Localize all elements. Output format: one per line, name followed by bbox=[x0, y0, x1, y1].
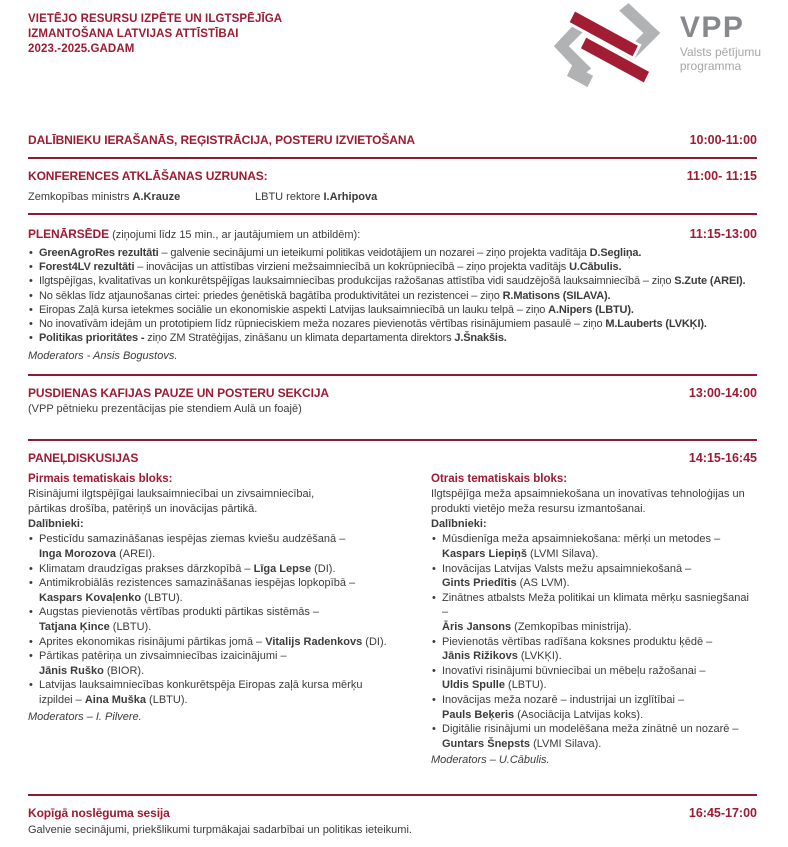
session-panels-title: PANEĻDISKUSIJAS bbox=[28, 451, 139, 466]
vpp-logo bbox=[552, 3, 761, 91]
session-opening-time: 11:00- 11:15 bbox=[686, 169, 757, 183]
header bbox=[28, 0, 761, 123]
session-plenary-header bbox=[28, 227, 757, 241]
panel-second-heading: Otrais tematiskais bloks: bbox=[431, 473, 568, 486]
session-plenary-title: PLENĀRSĒDE (ziņojumi līdz 15 min., ar jautājumiem un atbildēm): bbox=[28, 227, 361, 241]
list-item: • Forest4LV rezultāti – inovācijas un attīstības virzieni mežsaimniecībā un kokrūpniecībā – ziņo projekta vadītājs U.Cābulis. bbox=[28, 260, 757, 274]
plenary-topic-list bbox=[28, 246, 757, 345]
opening-speakers bbox=[28, 191, 757, 203]
panel-second-participants-label: Dalībnieki: bbox=[431, 518, 487, 531]
section-divider bbox=[28, 374, 757, 376]
list-item: • Klimatam draudzīgas prakses dārzkopībā – Līga Lepse (DI). bbox=[28, 562, 418, 577]
session-closing bbox=[28, 806, 757, 836]
list-item: • Politikas prioritātes - ziņo ZM Stratēģijas, zināšanu un klimata departamenta direktors J.Šnakšis. bbox=[28, 331, 757, 345]
panel-second-speaker-list bbox=[431, 532, 757, 751]
list-item: • Antimikrobiālās rezistences samazināšanas iespējas lopkopībā – Kaspars Kovaļenko (LBTU). bbox=[28, 576, 418, 605]
session-lunch-header bbox=[28, 386, 757, 400]
panel-second-moderator: Moderators – U.Cābulis. bbox=[431, 754, 550, 767]
list-item: • Inovācijas meža nozarē – industrijai un izglītībai – Pauls Beķeris (Asociācija Latvijas koks). bbox=[431, 693, 757, 722]
list-item: • Zinātnes atbalsts Meža politikai un klimata mērķu sasniegšanai – Āris Jansons (Zemkopības ministrija). bbox=[431, 591, 757, 635]
list-item: • Ilgtspējīgas, kvalitatīvas un konkurētspējīgas lauksaimniecības produkcijas ražošanas attīstība vidi saudzējošā lauksaimniecībā – ziņo S.Zute (AREI). bbox=[28, 274, 757, 288]
vpp-logo-text bbox=[680, 3, 761, 73]
list-item: • No inovatīvām idejām un prototipiem līdz rūpnieciskiem meža nozares pievienotās vērtības risinājumiem pasaulē – ziņo M.Lauberts (LVKĶI). bbox=[28, 317, 757, 331]
session-opening bbox=[28, 169, 757, 203]
panel-first-speaker-list bbox=[28, 532, 418, 707]
panel-first-moderator: Moderators – I. Pilvere. bbox=[28, 710, 142, 723]
vpp-logo-acronym: VPP bbox=[679, 11, 745, 44]
panel-first-heading: Pirmais tematiskais bloks: bbox=[28, 473, 173, 486]
list-item: • Inovatīvi risinājumi būvniecībai un mēbeļu ražošanai – Uldis Spulle (LBTU). bbox=[431, 664, 757, 693]
section-divider bbox=[28, 213, 757, 215]
title-line-2: IZMANTOŠANA LATVIJAS ATTĪSTĪBAI bbox=[28, 28, 239, 40]
speaker-rector: LBTU rektore I.Arhipova bbox=[255, 191, 378, 203]
session-arrival-time: 10:00-11:00 bbox=[689, 133, 757, 147]
lunch-subtitle: (VPP pētnieku prezentācijas pie stendiem Aulā un foajē) bbox=[28, 403, 302, 416]
session-plenary bbox=[28, 227, 757, 362]
section-divider bbox=[28, 439, 757, 441]
session-plenary-time: 11:15-13:00 bbox=[689, 227, 757, 241]
list-item: • Mūsdienīga meža apsaimniekošana: mērķi un metodes – Kaspars Liepiņš (LVMI Silava). bbox=[431, 532, 757, 561]
list-item: • No sēklas līdz atjaunošanas cirtei: priedes ģenētiskā bagātība produktivitātei un rezistencei – ziņo R.Matisons (SILAVA). bbox=[28, 289, 757, 303]
list-item: • Latvijas lauksaimniecības konkurētspēja Eiropas zaļā kursa mērķu izpildei – Aina Muška (LBTU). bbox=[28, 678, 418, 707]
list-item: • Augstas pievienotās vērtības produkti pārtikas sistēmās – Tatjana Ķince (LBTU). bbox=[28, 605, 418, 634]
plenary-moderator: Moderators - Ansis Bogustovs. bbox=[28, 350, 178, 363]
list-item: • Inovācijas Latvijas Valsts mežu apsaimniekošanā – Gints Priedītis (AS LVM). bbox=[431, 562, 757, 591]
panel-block-first bbox=[28, 472, 418, 766]
session-panels-time: 14:15-16:45 bbox=[688, 451, 757, 466]
section-divider bbox=[28, 157, 757, 159]
session-lunch-time: 13:00-14:00 bbox=[688, 386, 757, 401]
title-line-3: 2023.-2025.GADAM bbox=[28, 43, 135, 55]
session-opening-header bbox=[28, 169, 757, 183]
list-item: • Pārtikas patēriņa un zivsaimniecības izaicinājumi – Jānis Ruško (BIOR). bbox=[28, 649, 418, 678]
speaker-minister: Zemkopības ministrs A.Krauze bbox=[28, 191, 181, 203]
panel-block-second bbox=[431, 472, 757, 766]
session-closing-header bbox=[28, 806, 757, 820]
title-line-1: VIETĒJO RESURSU IZPĒTE UN ILGTSPĒJĪGA bbox=[28, 13, 283, 25]
session-closing-title: Kopīgā noslēguma sesija bbox=[28, 806, 170, 821]
session-arrival-title: DALĪBNIEKU IERAŠANĀS, REĢISTRĀCIJA, POSTERU IZVIETOŠANA bbox=[28, 133, 415, 147]
closing-subtitle: Galvenie secinājumi, priekšlikumi turpmākajai sadarbībai un politikas ieteikumi. bbox=[28, 824, 412, 837]
panel-second-intro: Ilgtspējīga meža apsaimniekošana un inovatīvas tehnoloģijas un produkti vietējo meža resursu izmantošanai. bbox=[431, 488, 745, 516]
list-item: • Eiropas Zaļā kursa ietekmes sociālie un ekonomiskie aspekti Latvijas lauksaimniecībā un lauku telpā – ziņo A.Nipers (LBTU). bbox=[28, 303, 757, 317]
list-item: • GreenAgroRes rezultāti – galvenie secinājumi un ieteikumi politikas veidotājiem un nozarei – ziņo projekta vadītāja D.Segliņa. bbox=[28, 246, 757, 260]
list-item: • Digitālie risinājumi un modelēšana meža zinātnē un nozarē – Guntars Šnepsts (LVMI Silava). bbox=[431, 722, 757, 751]
plenary-title-note: (ziņojumi līdz 15 min., ar jautājumiem un atbildēm): bbox=[109, 229, 361, 241]
session-arrival bbox=[28, 133, 757, 147]
section-divider bbox=[28, 794, 757, 796]
list-item: • Aprites ekonomikas risinājumi pārtikas jomā – Vitalijs Radenkovs (DI). bbox=[28, 635, 418, 650]
panel-columns bbox=[28, 472, 757, 766]
session-lunch-title: PUSDIENAS KAFIJAS PAUZE UN POSTERU SEKCIJA bbox=[28, 386, 329, 401]
vpp-logo-icon bbox=[552, 3, 664, 91]
vpp-logo-subtitle: Valsts pētījumu programma bbox=[679, 45, 761, 73]
session-lunch bbox=[28, 386, 757, 415]
session-opening-title: KONFERENCES ATKLĀŠANAS UZRUNAS: bbox=[28, 169, 268, 183]
session-panels bbox=[28, 451, 757, 766]
session-closing-time: 16:45-17:00 bbox=[688, 806, 757, 821]
list-item: • Pievienotās vērtības radīšana koksnes produktu ķēdē – Jānis Rižikovs (LVKĶI). bbox=[431, 635, 757, 664]
list-item: • Pesticīdu samazināšanas iespējas ziemas kviešu audzēšanā – Inga Morozova (AREI). bbox=[28, 532, 418, 561]
page-title bbox=[28, 12, 282, 57]
session-panels-header bbox=[28, 451, 757, 465]
panel-first-participants-label: Dalībnieki: bbox=[28, 518, 84, 531]
panel-first-intro: Risinājumi ilgtspējīgai lauksaimniecībai un zivsaimniecībai, pārtikas drošība, patēriņš un inovācijas pārtikā. bbox=[28, 488, 315, 516]
